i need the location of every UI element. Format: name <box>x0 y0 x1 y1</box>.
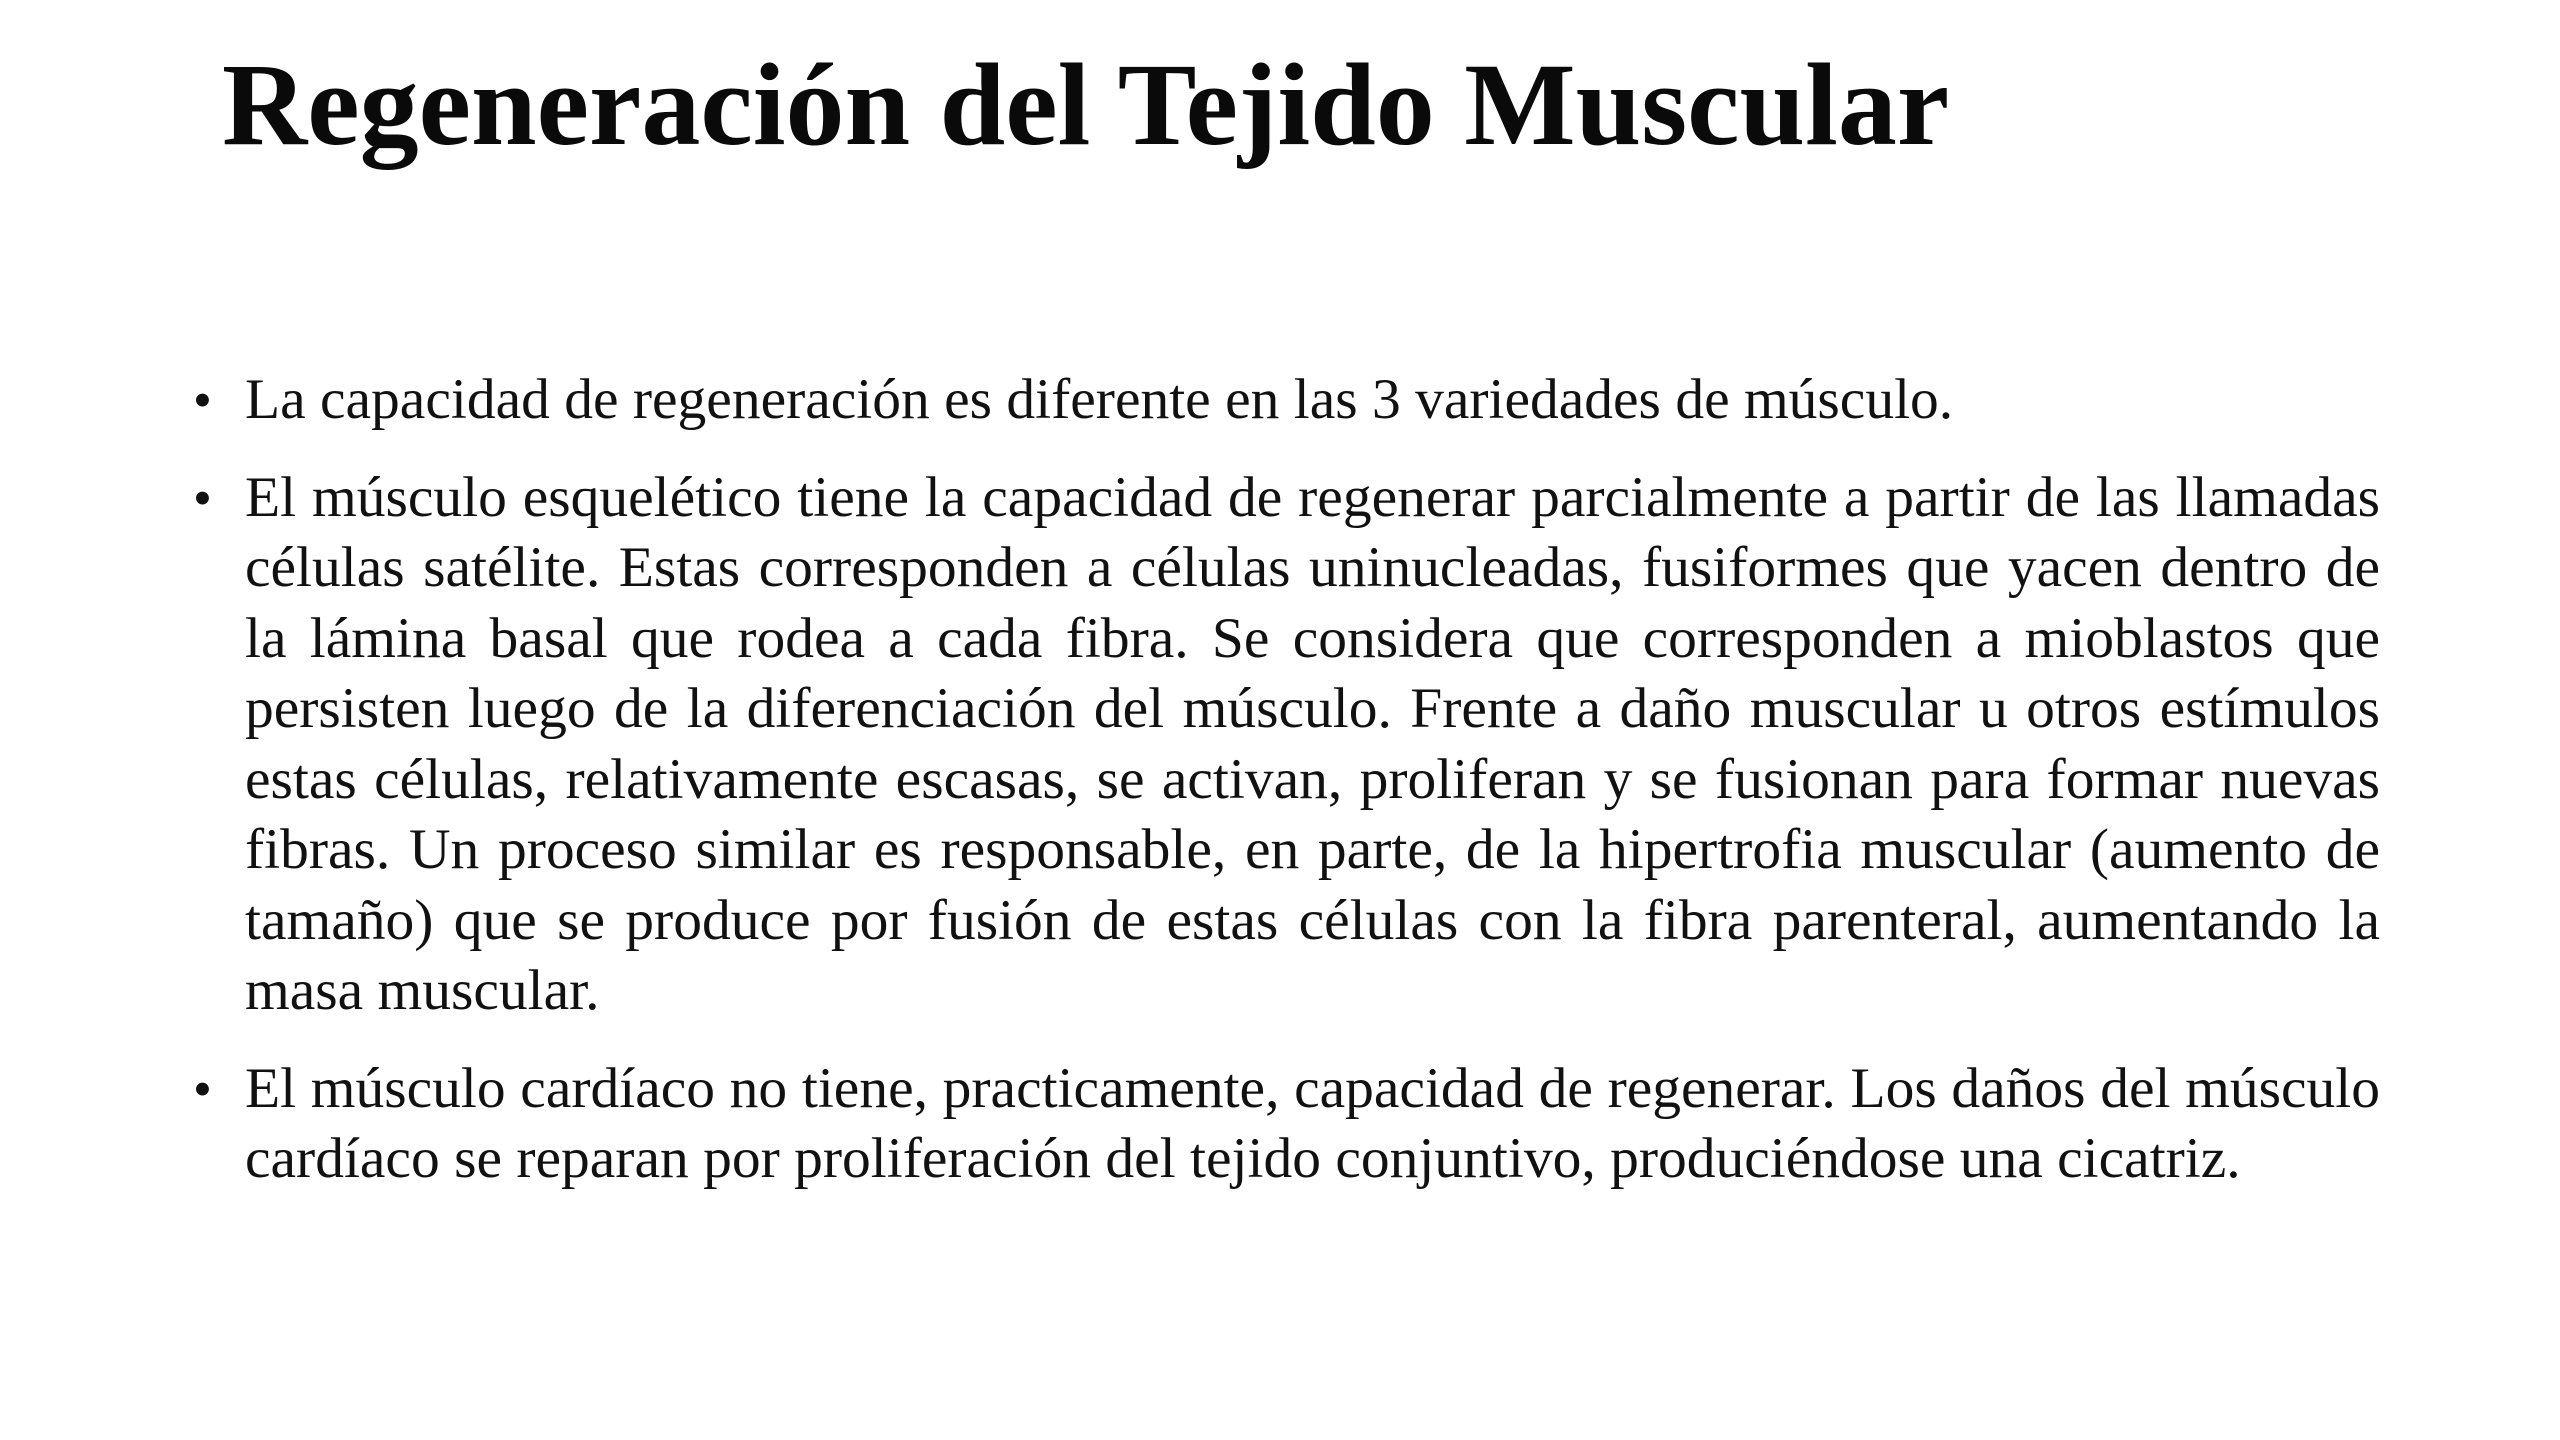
bullet-list <box>190 365 2380 1222</box>
bullet-item-skeletal-muscle <box>190 463 2380 1027</box>
bullet-marker: • <box>193 467 212 528</box>
bullet-marker: • <box>193 1058 212 1119</box>
bullet-item-regeneration-capacity <box>190 365 2380 436</box>
bullet-text: El músculo cardíaco no tiene, practicamente, capacidad de regenerar. Los daños del músculo cardíaco se reparan por proliferación del tejido conjuntivo, produciéndose una cicatriz. <box>245 1056 2380 1190</box>
bullet-text: La capacidad de regeneración es diferente en las 3 variedades de músculo. <box>245 368 1954 431</box>
bullet-text: El músculo esquelético tiene la capacidad de regenerar parcialmente a partir de las llamadas células satélite. Estas corresponden a células uninucleadas, fusiformes que yacen dentro de la lámina basal que rodea a cada fibra. Se considera que corresponden a mioblastos que persisten luego de la diferenciación del músculo. Frente a daño muscular u otros estímulos estas células, relativamente escasas, se activan, proliferan y se fusionan para formar nuevas fibras. Un proceso similar es responsable, en parte, de la hipertrofia muscular (aumento de tamaño) que se produce por fusión de estas células con la fibra parenteral, aumentando la masa muscular. <box>245 465 2380 1022</box>
bullet-marker: • <box>193 370 212 430</box>
bullet-item-cardiac-muscle <box>190 1054 2380 1195</box>
slide-title: Regeneración del Tejido Muscular <box>222 39 1950 170</box>
